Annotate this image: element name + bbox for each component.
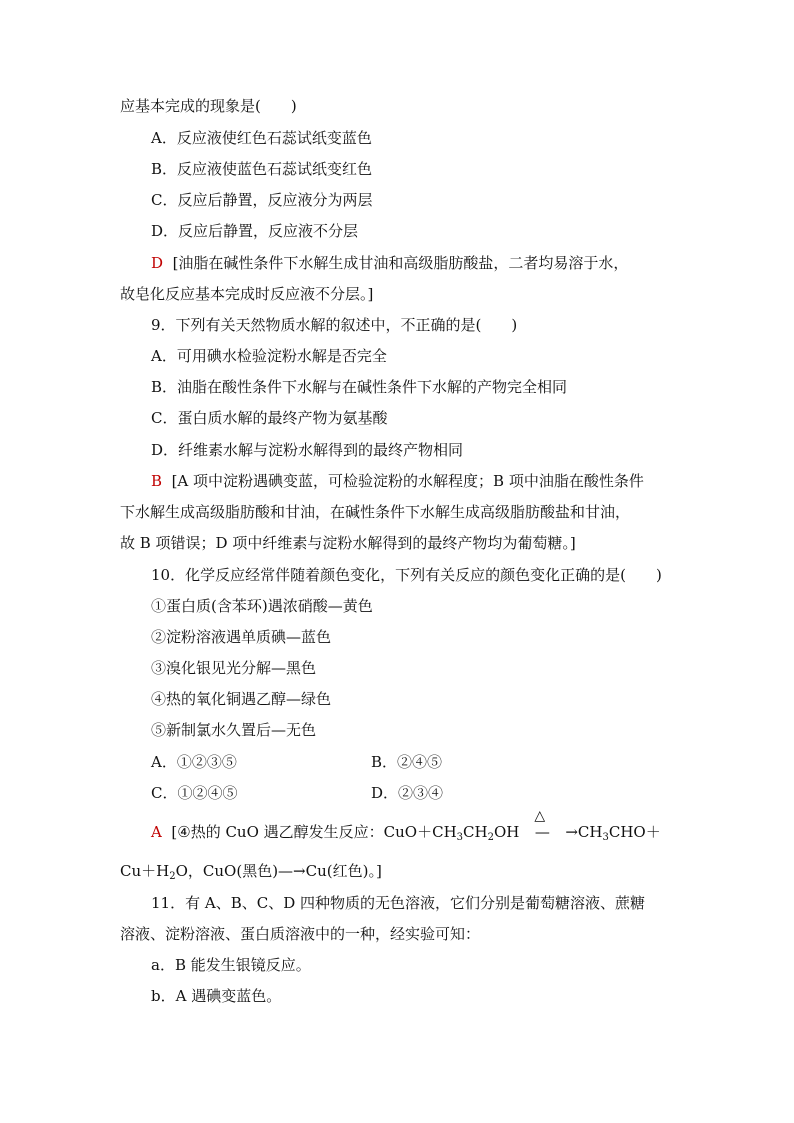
q10-explanation-line-2: $Cu+H_2O$，CuO(黑色)—→Cu(红色)。] [120, 862, 382, 882]
q10-option-c: C．①②④⑤ [151, 784, 238, 802]
q10-item-3: ③溴化银见光分解—黑色 [151, 659, 317, 677]
q10-explain-2a: Cu＋H [120, 862, 170, 880]
q9-stem: 9．下列有关天然物质水解的叙述中，不正确的是( ) [151, 316, 518, 334]
q9-option-d: D．纤维素水解与淀粉水解得到的最终产物相同 [151, 441, 464, 459]
q10-option-a: A．①②③⑤ [151, 753, 237, 771]
q8-option-a: A．反应液使红色石蕊试纸变蓝色 [151, 129, 372, 147]
q10-explain-d: →CH [565, 823, 603, 841]
q8-explain-1: [油脂在碱性条件下水解生成甘油和高级脂肪酸盐，二者均易溶于水， [172, 254, 629, 272]
q10-stem: 10．化学反应经常伴随着颜色变化，下列有关反应的颜色变化正确的是( ) [151, 566, 662, 584]
q8-explanation-line-1 [151, 253, 628, 273]
q10-item-2: ②淀粉溶液遇单质碘—蓝色 [151, 628, 332, 646]
q9-option-b: B．油脂在酸性条件下水解与在碱性条件下水解的产物完全相同 [151, 378, 568, 396]
q11-stem-line-2: 溶液、淀粉溶液、蛋白质溶液中的一种，经实验可知： [120, 925, 481, 943]
q9-answer: B [151, 472, 163, 490]
q9-option-a: A．可用碘水检验淀粉水解是否完全 [151, 347, 387, 365]
q8-explanation-line-2: 故皂化反应基本完成时反应液不分层。] [120, 285, 374, 303]
q10-explain-e: CHO＋ [608, 823, 661, 841]
q9-option-c: C．蛋白质水解的最终产物为氨基酸 [151, 409, 388, 427]
q8-stem-tail: 应基本完成的现象是( ) [120, 97, 297, 115]
q9-explain-1: [A 项中淀粉遇碘变蓝，可检验淀粉的水解程度；B 项中油脂在酸性条件 [171, 472, 644, 490]
q8-option-d: D．反应后静置，反应液不分层 [151, 222, 359, 240]
q10-explain-a: [④热的 CuO 遇乙醇发生反应：CuO＋CH [171, 823, 457, 841]
q10-option-b: B．②④⑤ [371, 753, 443, 771]
q11-stem-line-1: 11．有 A、B、C、D 四种物质的无色溶液，它们分别是葡萄糖溶液、蔗糖 [151, 894, 645, 912]
q8-option-b: B．反应液使蓝色石蕊试纸变红色 [151, 160, 373, 178]
q10-option-d: D．②③④ [371, 784, 444, 802]
q10-explain-2b: O，CuO(黑色)—→Cu(红色)。] [175, 862, 382, 880]
q11-item-b: b．A 遇碘变蓝色。 [151, 987, 282, 1005]
q10-explanation-line-1: A [④热的 CuO 遇乙醇发生反应：$CuO+CH_3CH_2OH$ △ — $\to CH_3CHO+$ [151, 808, 661, 843]
q10-answer: A [151, 823, 162, 841]
q9-explanation-line-2: 下水解生成高级脂肪酸和甘油，在碱性条件下水解生成高级脂肪酸盐和甘油， [120, 503, 631, 521]
q9-explanation-line-3: 故 B 项错误；D 项中纤维素与淀粉水解得到的最终产物均为葡萄糖。] [120, 534, 576, 552]
q10-item-1: ①蛋白质(含苯环)遇浓硝酸—黄色 [151, 597, 373, 615]
q10-item-5: ⑤新制氯水久置后—无色 [151, 721, 317, 739]
heat-triangle-icon: △ [534, 808, 546, 824]
q11-item-a: a．B 能发生银镜反应。 [151, 956, 311, 974]
q10-item-4: ④热的氧化铜遇乙醇—绿色 [151, 690, 332, 708]
q10-explain-c: OH [493, 823, 520, 841]
q8-answer: D [151, 254, 164, 272]
q9-explanation-line-1 [151, 471, 644, 491]
q10-explain-b: CH [463, 823, 488, 841]
q8-option-c: C．反应后静置，反应液分为两层 [151, 191, 373, 209]
heating-arrow: △ — [534, 808, 550, 841]
